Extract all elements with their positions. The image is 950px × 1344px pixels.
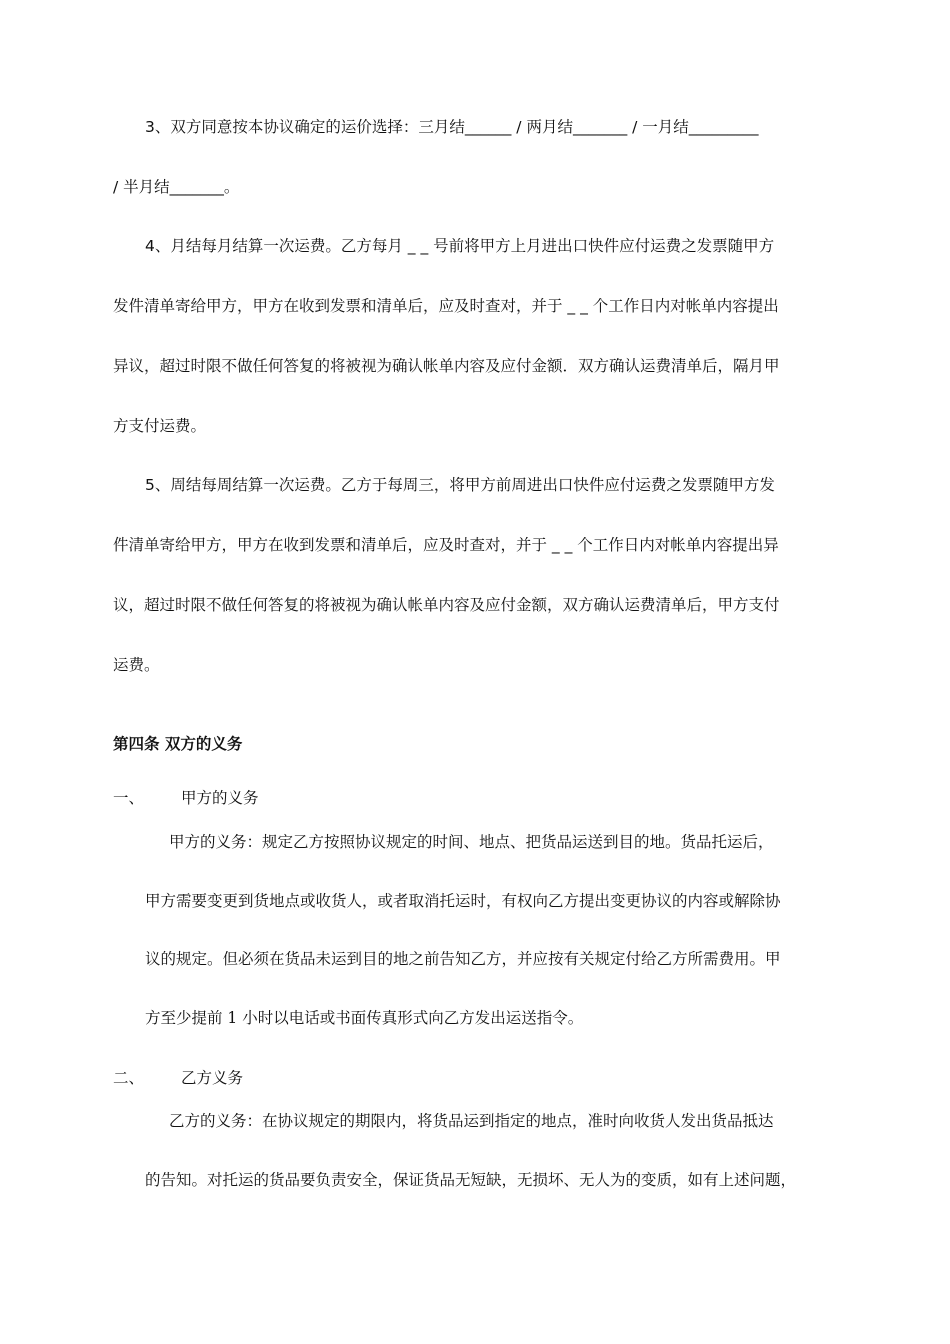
party-b-subheading [113, 1066, 243, 1088]
party-a-line-2: 甲方需要变更到货地点或收货人，或者取消托运时，有权向乙方提出变更协议的内容或解除协 [145, 891, 781, 910]
party-a-subheading [113, 786, 259, 808]
clause-5-paragraph [113, 455, 838, 695]
clause-3-line-1 [113, 97, 838, 157]
clause-3-text-1: 3、双方同意按本协议确定的运价选择：三月结______ / 两月结_______ / 一月结_________ [145, 118, 759, 136]
party-b-paragraph [145, 1092, 845, 1209]
clause-5-line-2: 件清单寄给甲方，甲方在收到发票和清单后，应及时查对，并于 _ _ 个工作日内对帐单内容提出异 [113, 536, 779, 554]
clause-3-line-2: / 半月结_______。 [113, 178, 240, 196]
clause-4-line-4: 方支付运费。 [113, 417, 207, 435]
clause-3-paragraph [113, 97, 838, 217]
party-a-number: 一、 [113, 789, 145, 807]
party-b-text-1: 乙方的义务：在协议规定的期限内，将货品运到指定的地点，准时向收货人发出货品抵达 [169, 1112, 774, 1130]
party-a-title: 甲方的义务 [181, 789, 259, 807]
party-a-line-3: 议的规定。但必须在货品未运到目的地之前告知乙方，并应按有关规定付给乙方所需费用。甲 [145, 950, 781, 968]
party-a-line-4: 方至少提前 1 小时以电话或书面传真形式向乙方发出运送指令。 [145, 1008, 584, 1027]
clause-5-line-3: 议，超过时限不做任何答复的将被视为确认帐单内容及应付金额，双方确认运费清单后，甲方支付 [113, 596, 780, 614]
clause-5-text-1: 5、周结每周结算一次运费。乙方于每周三，将甲方前周进出口快件应付运费之发票随甲方发 [145, 476, 775, 494]
party-a-text-1: 甲方的义务：规定乙方按照协议规定的时间、地点、把货品运送到目的地。货品托运后， [169, 833, 774, 851]
party-b-title: 乙方义务 [181, 1069, 244, 1087]
party-b-number: 二、 [113, 1069, 145, 1087]
clause-5-line-1 [113, 455, 838, 515]
clause-4-text-1: 4、月结每月结算一次运费。乙方每月 _ _ 号前将甲方上月进出口快件应付运费之发票随甲方 [145, 237, 775, 255]
clause-4-line-1 [113, 216, 838, 276]
party-b-line-1 [145, 1092, 845, 1151]
party-a-line-1 [145, 813, 845, 872]
clause-4-line-3: 异议，超过时限不做任何答复的将被视为确认帐单内容及应付金额．双方确认运费清单后，隔月甲 [113, 357, 780, 375]
clause-4-paragraph [113, 216, 838, 456]
clause-5-line-4: 运费。 [113, 656, 160, 674]
party-b-line-2: 的告知。对托运的货品要负责安全，保证货品无短缺，无损坏、无人为的变质，如有上述问题， [145, 1170, 797, 1189]
party-a-paragraph [145, 813, 845, 1047]
clause-4-line-2: 发件清单寄给甲方，甲方在收到发票和清单后，应及时查对，并于 _ _ 个工作日内对帐单内容提出 [113, 297, 779, 315]
article-4-heading: 第四条 双方的义务 [113, 735, 243, 753]
